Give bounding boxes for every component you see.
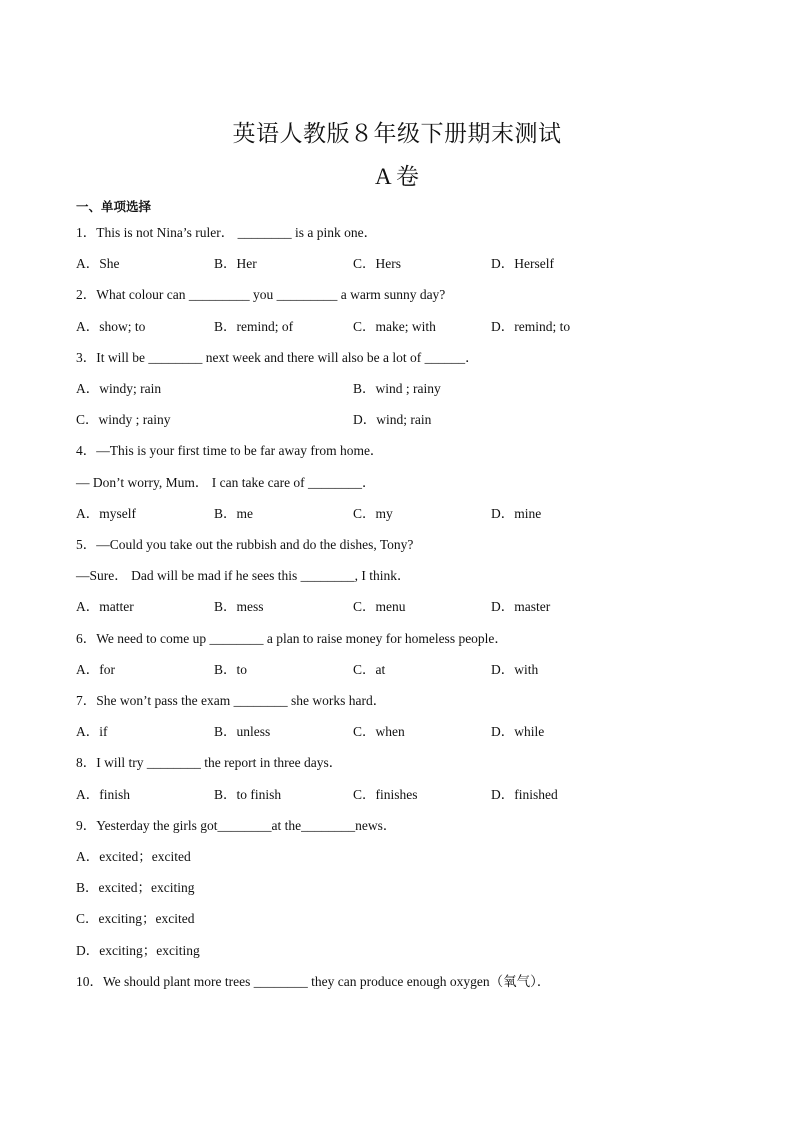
option-a: A．for: [76, 662, 115, 677]
question-stem: 10．We should plant more trees ________ they can produce enough oxygen（氧气）．: [76, 974, 551, 989]
page-title: 英语人教版８年级下册期末测试: [232, 121, 562, 146]
question-stem: 7．She won’t pass the exam ________ she works hard．: [76, 693, 387, 708]
option-b: B．Her: [214, 256, 257, 271]
option-b: B．remind; of: [214, 319, 294, 334]
option-c: C．at: [353, 662, 386, 677]
option-c: C．Hers: [353, 256, 401, 271]
option-d: D．finished: [491, 787, 558, 802]
option-a: A．matter: [76, 599, 134, 614]
option-d: D．while: [491, 724, 545, 739]
question-stem: 8．I will try ________ the report in three days．: [76, 755, 343, 770]
option-d: D．exciting；exciting: [76, 943, 200, 958]
option-b: B．to finish: [214, 787, 282, 802]
question-stem: 3．It will be ________ next week and there will also be a lot of ______．: [76, 350, 479, 365]
question-stem: 5．—Could you take out the rubbish and do the dishes, Tony?: [76, 537, 414, 552]
option-d: D．mine: [491, 506, 542, 521]
question-stem: 2．What colour can _________ you _________ a warm sunny day?: [76, 287, 446, 302]
question-stem-reply: — Don’t worry, Mum． I can take care of ________．: [76, 475, 376, 490]
option-b: B．mess: [214, 599, 264, 614]
question-stem: 1．This is not Nina’s ruler． ________ is a pink one．: [76, 225, 378, 240]
option-a: A．show; to: [76, 319, 146, 334]
question-stem: 4．—This is your first time to be far away from home．: [76, 443, 384, 458]
option-b: B．excited；exciting: [76, 880, 195, 895]
option-c: C．when: [353, 724, 405, 739]
option-a: A．windy; rain: [76, 381, 162, 396]
option-d: D．wind; rain: [353, 412, 432, 427]
option-c: C．exciting；excited: [76, 911, 195, 926]
option-c: C．windy ; rainy: [76, 412, 171, 427]
option-d: D．remind; to: [491, 319, 571, 334]
option-a: A．myself: [76, 506, 136, 521]
option-d: D．master: [491, 599, 551, 614]
option-a: A．She: [76, 256, 120, 271]
page-subtitle: A 卷: [374, 164, 420, 189]
option-b: B．me: [214, 506, 253, 521]
option-c: C．menu: [353, 599, 406, 614]
option-c: C．finishes: [353, 787, 418, 802]
option-a: A．if: [76, 724, 108, 739]
option-c: C．my: [353, 506, 393, 521]
option-a: A．finish: [76, 787, 130, 802]
question-stem: 9．Yesterday the girls got________at the________news．: [76, 818, 397, 833]
question-stem: 6．We need to come up ________ a plan to raise money for homeless people．: [76, 631, 508, 646]
option-d: D．with: [491, 662, 539, 677]
section-heading: 一、单项选择: [76, 199, 152, 214]
question-stem-reply: —Sure． Dad will be mad if he sees this ________, I think．: [76, 568, 411, 583]
option-d: D．Herself: [491, 256, 554, 271]
option-a: A．excited；excited: [76, 849, 191, 864]
option-c: C．make; with: [353, 319, 436, 334]
option-b: B．unless: [214, 724, 271, 739]
option-b: B．to: [214, 662, 248, 677]
option-b: B．wind ; rainy: [353, 381, 441, 396]
